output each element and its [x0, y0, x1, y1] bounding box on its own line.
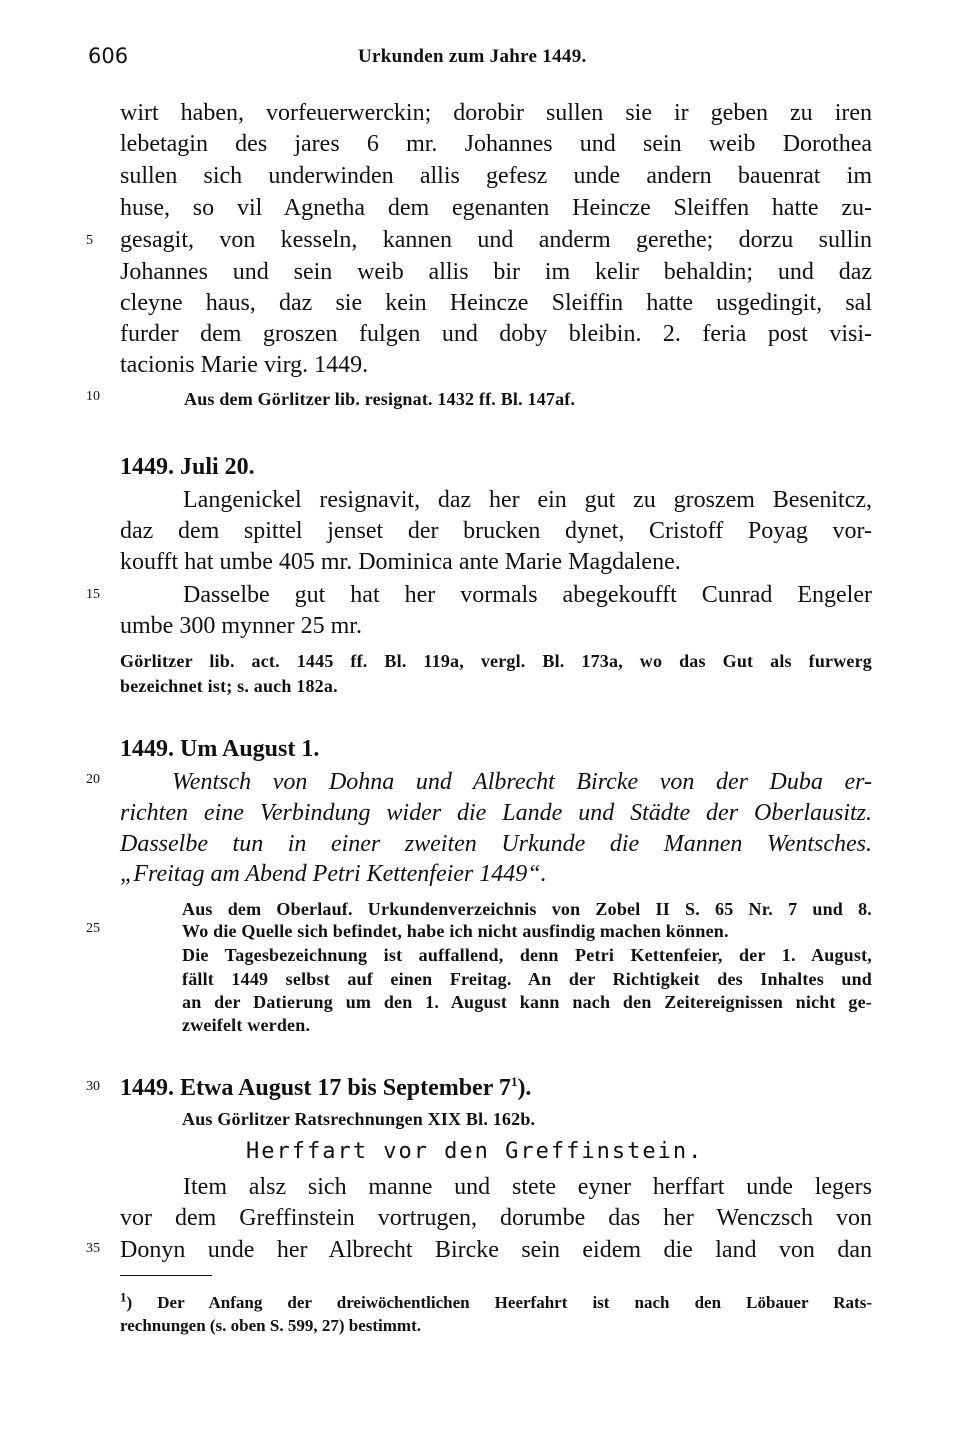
footnote-line: rechnungen (s. oben S. 599, 27) bestimmt.: [120, 1316, 421, 1335]
text-line: Johannes und sein weib allis bir im kelir behaldin; und daz: [120, 259, 872, 285]
text-line: furder dem groszen fulgen und doby bleibin. 2. feria post visi-: [120, 321, 872, 347]
line-number-10: 10: [86, 389, 100, 404]
text-line: lebetagin des jares 6 mr. Johannes und sein weib Dorothea: [120, 131, 872, 157]
text-line: daz dem spittel jenset der brucken dynet, Cristoff Poyag vor-: [120, 518, 872, 544]
text-line: vor dem Greffinstein vortrugen, dorumbe das her Wenczsch von: [120, 1205, 872, 1231]
document-subheading: Herffart vor den Greffinstein.: [246, 1139, 704, 1164]
text-line: Langenickel resignavit, daz her ein gut zu groszem Besenitcz,: [183, 487, 872, 513]
editorial-note: Aus dem Oberlauf. Urkundenverzeichnis von Zobel II S. 65 Nr. 7 und 8.: [182, 899, 872, 919]
text-line: cleyne haus, daz sie kein Heincze Sleiffin hatte usgedingit, sal: [120, 290, 872, 316]
page-number: 606: [88, 44, 129, 68]
footnote-rule: [120, 1275, 212, 1276]
heading-text: 1449. Etwa August 17 bis September 7: [120, 1075, 511, 1101]
text-line: koufft hat umbe 405 mr. Dominica ante Marie Magdalene.: [120, 549, 681, 575]
editorial-note: zweifelt werden.: [182, 1015, 311, 1035]
line-number-25: 25: [86, 921, 100, 936]
editorial-note: an der Datierung um den 1. August kann nach den Zeitereignissen nicht ge-: [182, 992, 872, 1012]
editorial-note: Wo die Quelle sich befindet, habe ich nicht ausfindig machen können.: [182, 921, 729, 941]
footnote-mark: 1: [120, 1289, 127, 1305]
text-line: huse, so vil Agnetha dem egenanten Heincze Sleiffen hatte zu-: [120, 195, 872, 221]
regest-line: Dasselbe tun in einer zweiten Urkunde die Mannen Wentsches.: [120, 831, 872, 857]
line-number-5: 5: [86, 233, 93, 248]
heading-end: ).: [517, 1075, 532, 1101]
text-line: wirt haben, vorfeuerwerckin; dorobir sullen sie ir geben zu iren: [120, 100, 872, 126]
text-line: Dasselbe gut hat her vormals abegekoufft Cunrad Engeler: [183, 582, 872, 608]
line-number-35: 35: [86, 1241, 100, 1256]
text-line: Item alsz sich manne und stete eyner herffart unde legers: [183, 1174, 872, 1200]
regest-line: richten eine Verbindung wider die Lande und Städte der Oberlausitz.: [120, 800, 872, 826]
source-note: bezeichnet ist; s. auch 182a.: [120, 676, 338, 696]
text-line: sullen sich underwinden allis gefesz unde andern bauenrat im: [120, 163, 872, 189]
line-number-15: 15: [86, 587, 100, 602]
source-note: Aus dem Görlitzer lib. resignat. 1432 ff. Bl. 147af.: [184, 389, 576, 409]
text-line: tacionis Marie virg. 1449.: [120, 352, 369, 378]
line-number-30: 30: [86, 1079, 100, 1094]
document-heading: 1449. Um August 1.: [120, 736, 320, 762]
footnote-text: ) Der Anfang der dreiwöchentlichen Heerfahrt ist nach den Löbauer Rats-: [126, 1293, 872, 1312]
text-line: gesagit, von kesseln, kannen und anderm gerethe; dorzu sullin: [120, 227, 872, 253]
document-heading: 1449. Juli 20.: [120, 454, 255, 480]
editorial-note: Die Tagesbezeichnung ist auffallend, denn Petri Kettenfeier, der 1. August,: [182, 945, 872, 965]
text-line: Donyn unde her Albrecht Bircke sein eidem die land von dan: [120, 1237, 872, 1263]
footnote-ref: 1: [510, 1074, 518, 1089]
page-header: [88, 44, 888, 76]
running-head: Urkunden zum Jahre 1449.: [358, 46, 587, 67]
source-note: Görlitzer lib. act. 1445 ff. Bl. 119a, vergl. Bl. 173a, wo das Gut als furwerg: [120, 651, 872, 671]
regest-line: Wentsch von Dohna und Albrecht Bircke von der Duba er-: [172, 769, 872, 795]
footnote-line: [120, 1289, 872, 1312]
regest-line: „Freitag am Abend Petri Kettenfeier 1449“.: [120, 861, 547, 887]
line-number-20: 20: [86, 772, 100, 787]
editorial-note: fällt 1449 selbst auf einen Freitag. An der Richtigkeit des Inhaltes und: [182, 969, 872, 989]
text-line: umbe 300 mynner 25 mr.: [120, 613, 362, 639]
document-heading: [120, 1076, 872, 1100]
source-note: Aus Görlitzer Ratsrechnungen XIX Bl. 162b.: [182, 1109, 536, 1129]
